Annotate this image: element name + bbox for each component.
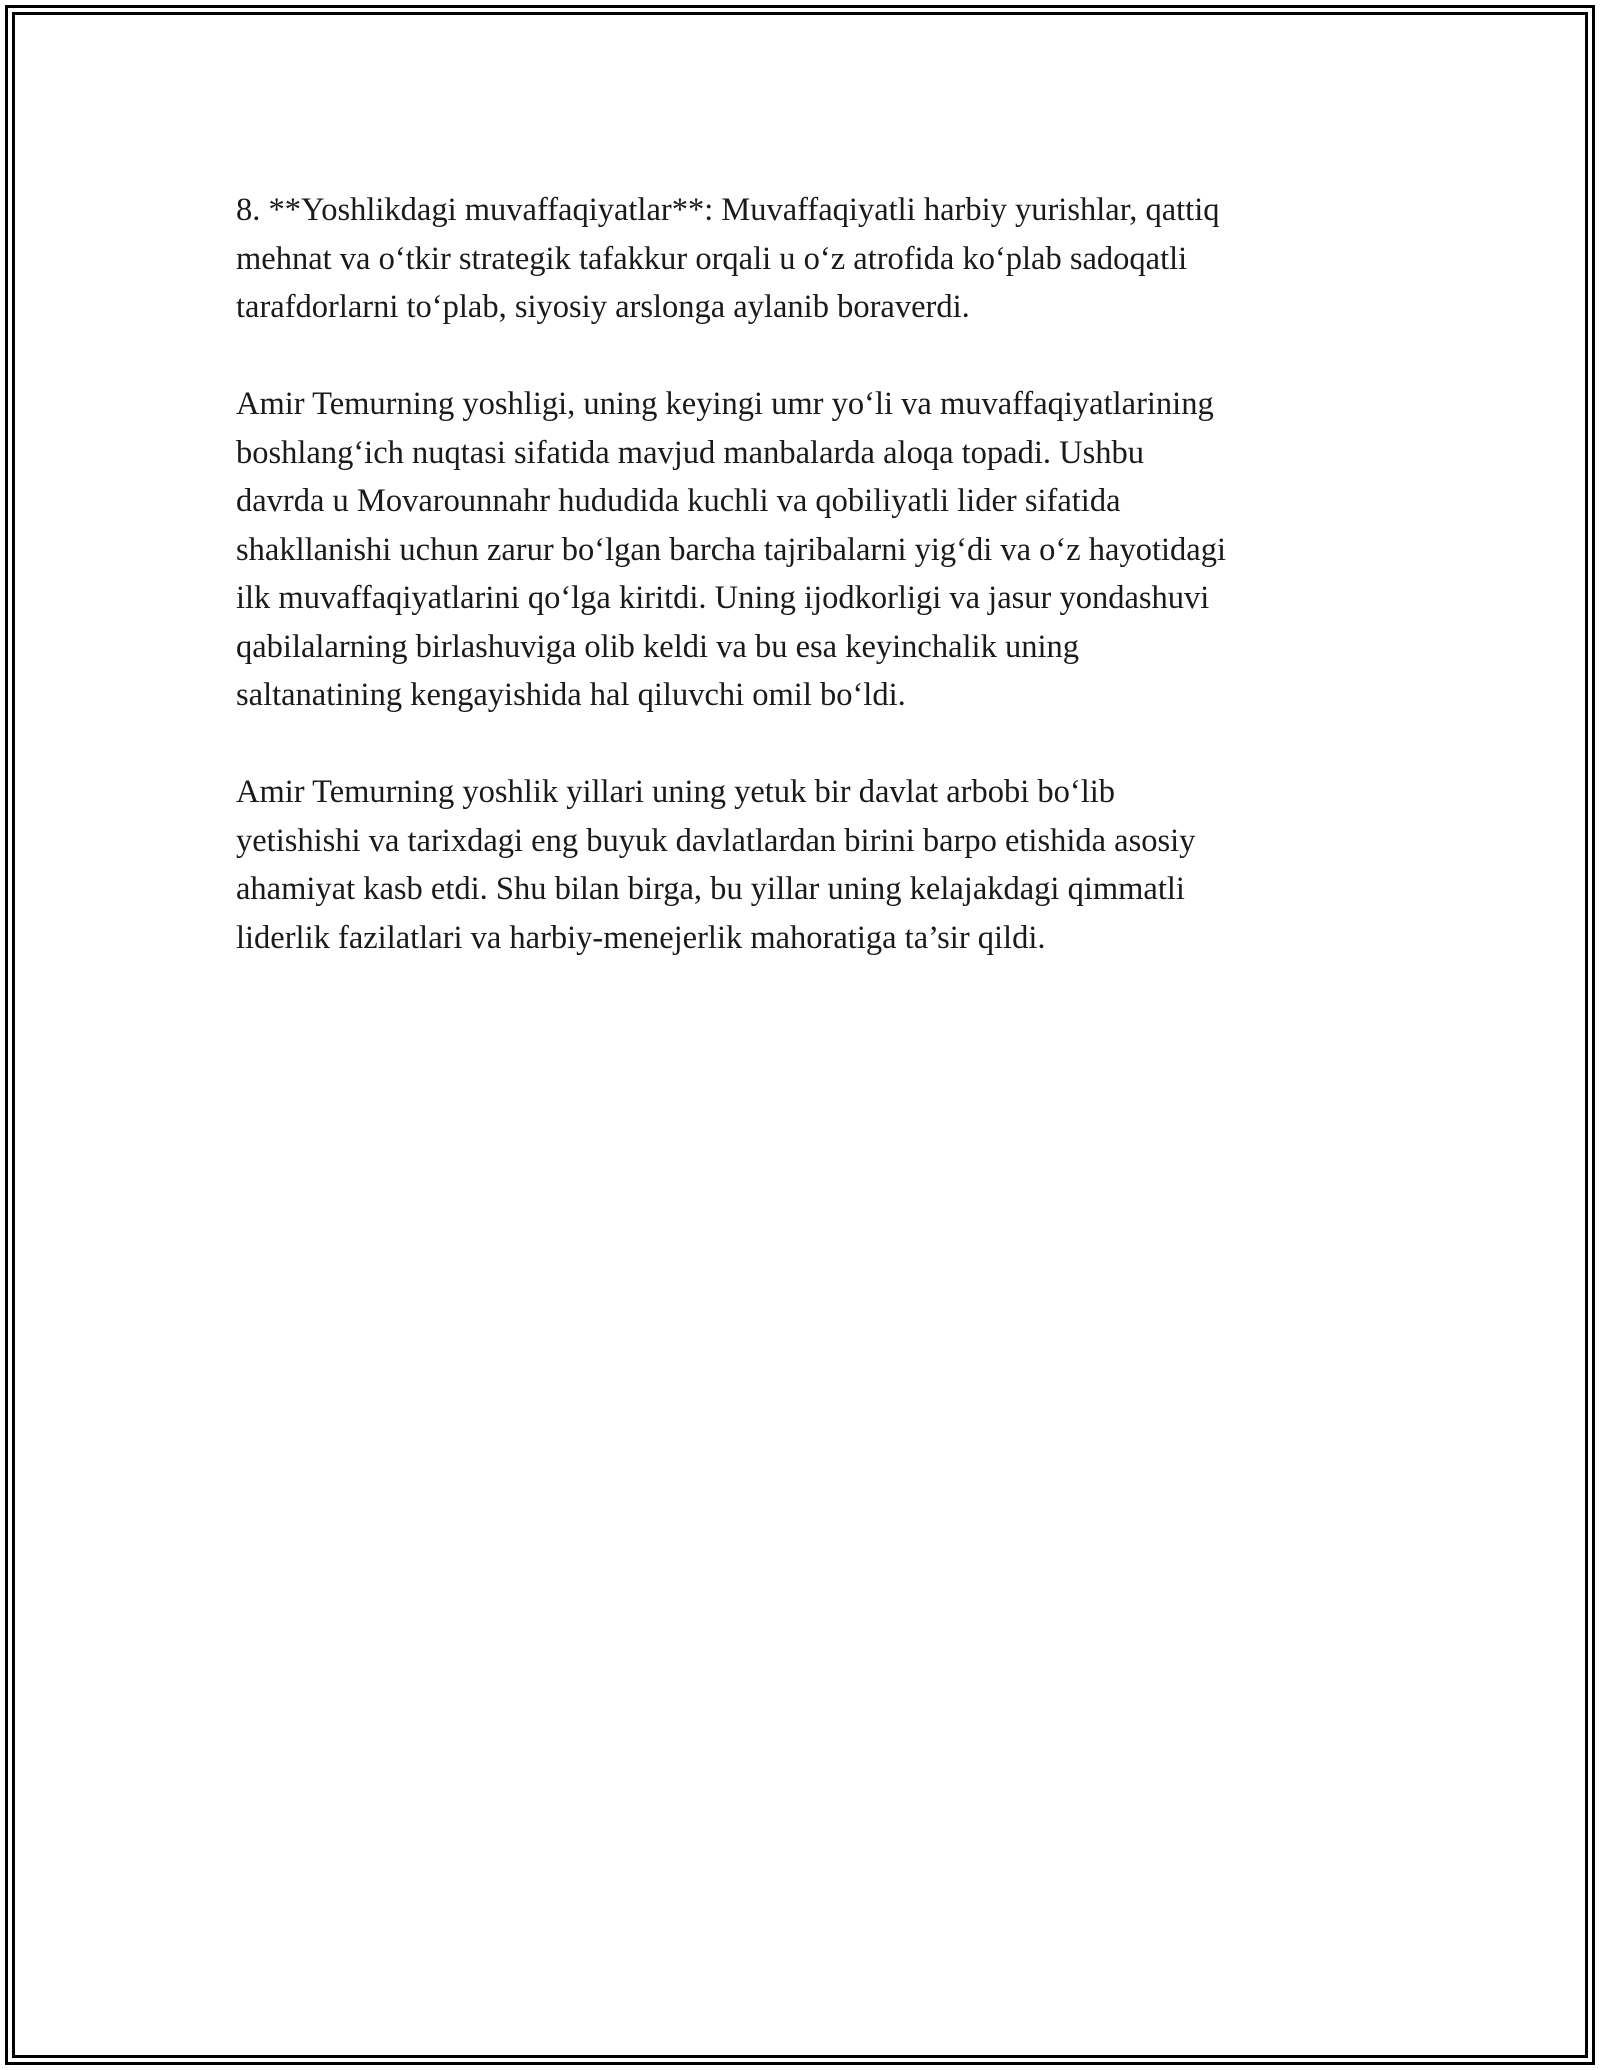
paragraph-youth-successes: 8. **Yoshlikdagi muvaffaqiyatlar**: Muvaffaqiyatli harbiy yurishlar, qattiq mehnat va o‘tkir strategik tafakkur orqali u o‘z atrofida ko‘plab sadoqatli tarafdorlarni to‘plab, siyosiy arslonga aylanib boraverdi. [236,192,1220,325]
paragraph-youth-significance: Amir Temurning yoshlik yillari uning yetuk bir davlat arbobi bo‘lib yetishishi va tarixdagi eng buyuk davlatlardan birini barpo etishida asosiy ahamiyat kasb etdi. Shu bilan birga, bu yillar uning kelajakdagi qimmatli liderlik fazilatlari va harbiy-menejerlik mahoratiga ta’sir qildi. [236,774,1196,956]
document-body [236,186,1366,1011]
paragraph-youth-early-life: Amir Temurning yoshligi, uning keyingi umr yo‘li va muvaffaqiyatlarining boshlang‘ich nuqtasi sifatida mavjud manbalarda aloqa topadi. Ushbu davrda u Movarounnahr hududida kuchli va qobiliyatli lider sifatida shakllanishi uchun zarur bo‘lgan barcha tajribalarni yig‘di va o‘z hayotidagi ilk muvaffaqiyatlarini qo‘lga kiritdi. Uning ijodkorligi va jasur yondashuvi qabilalarning birlashuviga olib keldi va bu esa keyinchalik uning saltanatining kengayishida hal qiluvchi omil bo‘ldi. [236,386,1226,713]
